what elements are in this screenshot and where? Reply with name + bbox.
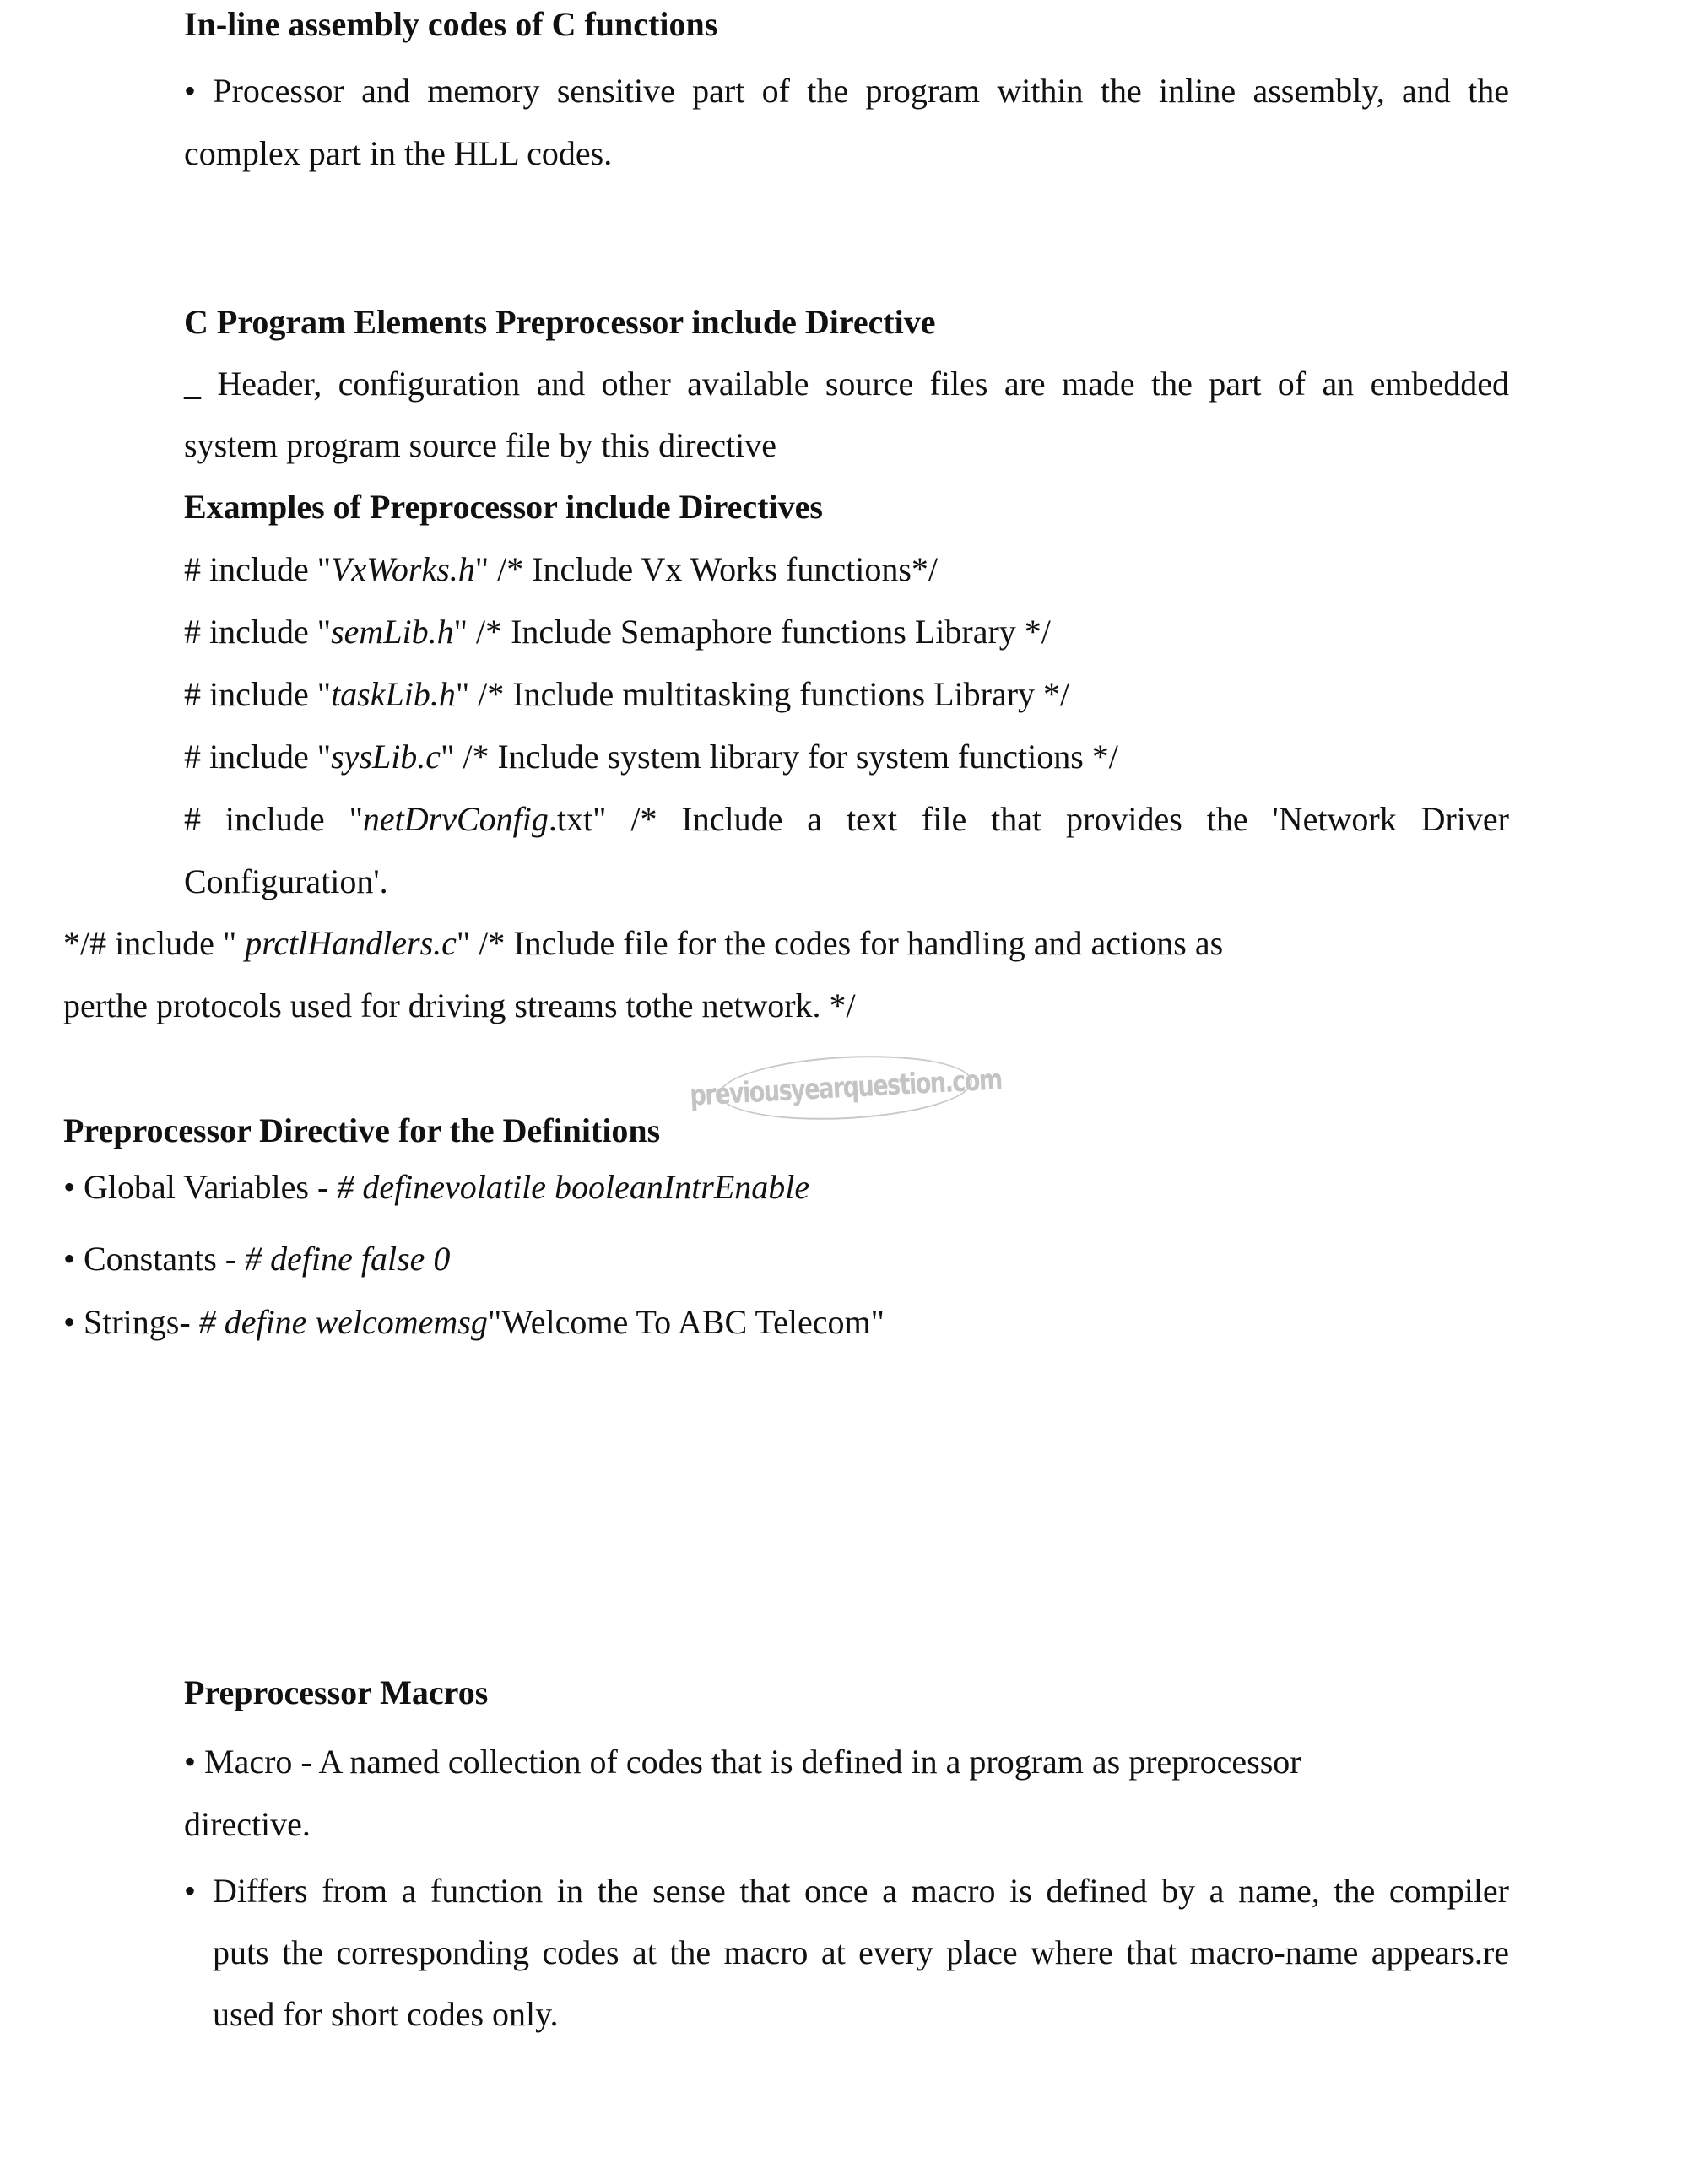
include-directive-heading: C Program Elements Preprocessor include Directive [184, 303, 936, 341]
include-directive-desc-line2: system program source file by this directive [184, 426, 777, 464]
macro-bullet2-line2: puts the corresponding codes at the macro at every place where that macro-name appears.re [213, 1933, 1509, 1971]
include-examples-heading: Examples of Preprocessor include Directives [184, 488, 823, 526]
include-example-semlib: # include "semLib.h" /* Include Semaphore functions Library */ [184, 613, 1051, 651]
definition-strings: • Strings- # define welcomemsg"Welcome To ABC Telecom" [63, 1303, 885, 1341]
macros-heading: Preprocessor Macros [184, 1673, 489, 1711]
include-example-netdrvconfig: # include "netDrvConfig.txt" /* Include a text file that provides the 'Network Driver [184, 800, 1509, 838]
inline-assembly-heading: In-line assembly codes of C functions [184, 5, 718, 43]
definition-constants: • Constants - # define false 0 [63, 1240, 451, 1278]
include-example-vxworks: # include "VxWorks.h" /* Include Vx Works functions*/ [184, 550, 939, 588]
macro-bullet1-line2: directive. [184, 1805, 311, 1843]
macro-bullet2-mark: • [184, 1872, 197, 1910]
include-directive-desc-line1: _ Header, configuration and other available source files are made the part of an embedded [184, 365, 1509, 403]
definitions-heading: Preprocessor Directive for the Definitions [63, 1111, 661, 1149]
include-example-netdrvconfig-line2: Configuration'. [184, 862, 388, 900]
macro-bullet1-line1: • Macro - A named collection of codes that is defined in a program as preprocessor [184, 1743, 1301, 1781]
include-example-syslib: # include "sysLib.c" /* Include system library for system functions */ [184, 738, 1118, 776]
watermark-stamp: previousyearquestion.com [717, 1050, 973, 1126]
macro-bullet2-line3: used for short codes only. [213, 1995, 559, 2033]
macro-bullet2-line1: Differs from a function in the sense that once a macro is defined by a name, the compiler [213, 1872, 1509, 1910]
inline-assembly-bullet-line1: • Processor and memory sensitive part of the program within the inline assembly, and the [184, 72, 1509, 110]
include-example-prctlhandlers: */# include " prctlHandlers.c" /* Include file for the codes for handling and actions as [63, 924, 1224, 962]
include-example-prctlhandlers-line2: perthe protocols used for driving streams tothe network. */ [63, 987, 856, 1024]
inline-assembly-bullet-line2: complex part in the HLL codes. [184, 134, 613, 172]
definition-global-variables: • Global Variables - # definevolatile booleanIntrEnable [63, 1168, 810, 1206]
include-example-tasklib: # include "taskLib.h" /* Include multitasking functions Library */ [184, 675, 1070, 713]
